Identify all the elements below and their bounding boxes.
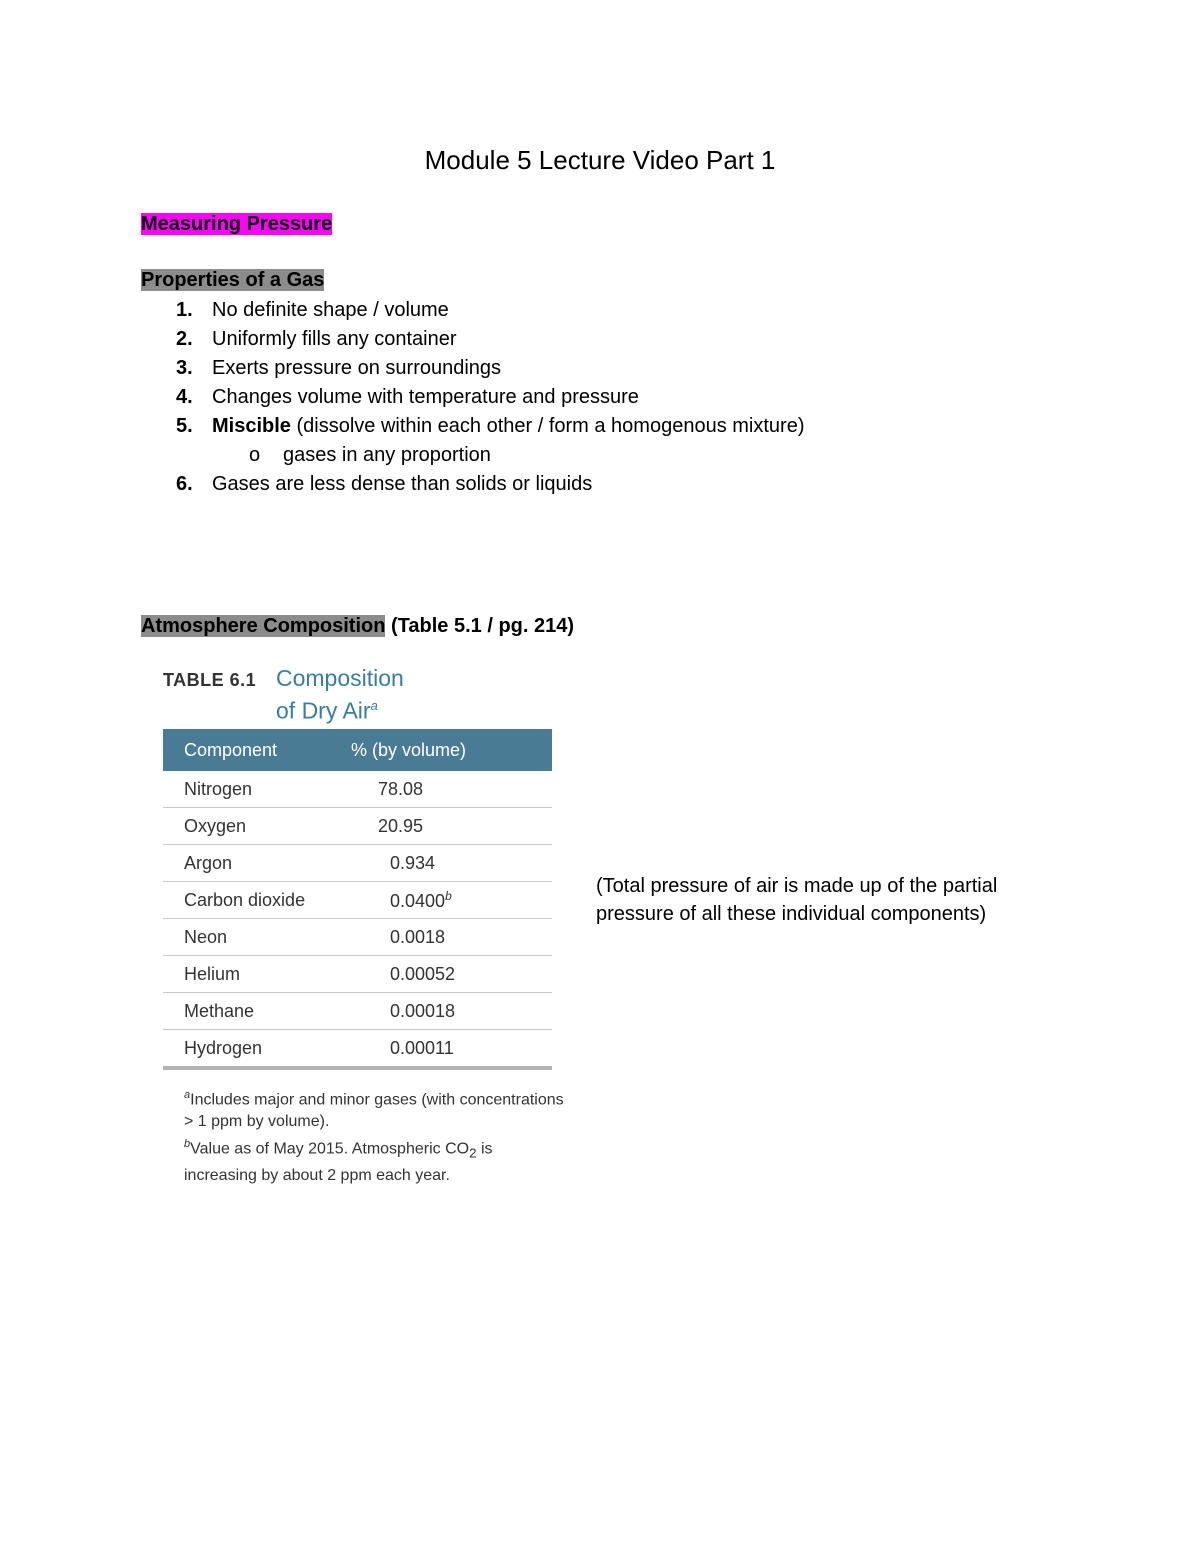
- table-row: [163, 808, 552, 845]
- cell-value: 20.95: [330, 808, 552, 845]
- footnote-subscript: 2: [469, 1145, 477, 1161]
- list-text-rest: (dissolve within each other / form a homogenous mixture): [290, 415, 805, 437]
- cell-component: Nitrogen: [163, 771, 330, 808]
- cell-value: 0.00011: [330, 1030, 552, 1069]
- cell-value: 0.934: [330, 845, 552, 882]
- list-number: 1.: [176, 299, 193, 321]
- table-title: [276, 664, 404, 725]
- column-header-component: Component: [163, 729, 330, 771]
- list-text: Exerts pressure on surroundings: [212, 357, 502, 379]
- table-row: [163, 882, 552, 919]
- page-title: Module 5 Lecture Video Part 1: [424, 145, 776, 175]
- table-header-row: [163, 729, 552, 771]
- cell-value: 0.0018: [330, 919, 552, 956]
- table-footnotes: [184, 1084, 564, 1187]
- column-header-percent: % (by volume): [330, 729, 552, 771]
- cell-value-text: 0.0400: [390, 890, 446, 911]
- footnote-mark: b: [184, 1138, 191, 1151]
- footnote-text: Value as of May 2015. Atmospheric CO: [190, 1140, 470, 1158]
- footnote-mark: b: [445, 888, 452, 903]
- table-label: TABLE 6.1: [163, 670, 257, 690]
- table-row: [163, 771, 552, 808]
- cell-component: Neon: [163, 919, 330, 956]
- section-heading-text: Measuring Pressure: [141, 213, 333, 235]
- list-text: No definite shape / volume: [212, 299, 449, 321]
- cell-component: Argon: [163, 845, 330, 882]
- table-row: [163, 993, 552, 1030]
- list-number: 2.: [176, 328, 193, 350]
- list-number: 6.: [176, 473, 193, 495]
- cell-value: 0.00018: [330, 993, 552, 1030]
- list-text: Gases are less dense than solids or liquids: [212, 473, 593, 495]
- table-title-line2: of Dry Air: [276, 697, 371, 724]
- footnote-a: [184, 1084, 564, 1133]
- cell-component: Methane: [163, 993, 330, 1030]
- list-text: [212, 412, 805, 441]
- section-heading-atmosphere: [141, 614, 574, 638]
- footnote-mark: a: [184, 1089, 191, 1101]
- footnote-text-end: is increasing by about 2 ppm each year.: [184, 1140, 493, 1184]
- table-title-line1: Composition: [276, 665, 404, 691]
- section-heading-measuring-pressure: [141, 212, 332, 236]
- cell-component: Helium: [163, 956, 330, 993]
- term-miscible: Miscible: [212, 415, 291, 437]
- list-number: 5.: [176, 415, 193, 437]
- section-heading-text: Properties of a Gas: [141, 269, 325, 291]
- footnote-text: Includes major and minor gases (with concentrations > 1 ppm by volume).: [184, 1091, 564, 1131]
- cell-value: 0.00052: [330, 956, 552, 993]
- table-row: [163, 845, 552, 882]
- cell-component: Carbon dioxide: [163, 882, 330, 919]
- cell-component: Oxygen: [163, 808, 330, 845]
- table-row: [163, 1030, 552, 1069]
- cell-value: 78.08: [330, 771, 552, 808]
- section-heading-properties: [141, 268, 324, 292]
- table-reference: (Table 5.1 / pg. 214): [385, 615, 575, 637]
- composition-table: [163, 729, 552, 1070]
- table-row: [163, 956, 552, 993]
- footnote-mark: a: [370, 698, 378, 713]
- footnote-b: [184, 1133, 564, 1187]
- section-heading-text: Atmosphere Composition: [141, 615, 386, 637]
- cell-component: Hydrogen: [163, 1030, 330, 1069]
- list-number: 4.: [176, 386, 193, 408]
- cell-value: [330, 882, 552, 919]
- list-number: 3.: [176, 357, 193, 379]
- table-row: [163, 919, 552, 956]
- list-text: gases in any proportion: [283, 444, 491, 466]
- side-note: (Total pressure of air is made up of the partial pressure of all these individual components): [596, 875, 998, 925]
- list-text: Changes volume with temperature and pressure: [212, 386, 639, 408]
- list-text: Uniformly fills any container: [212, 328, 457, 350]
- bullet-o: o: [249, 444, 261, 466]
